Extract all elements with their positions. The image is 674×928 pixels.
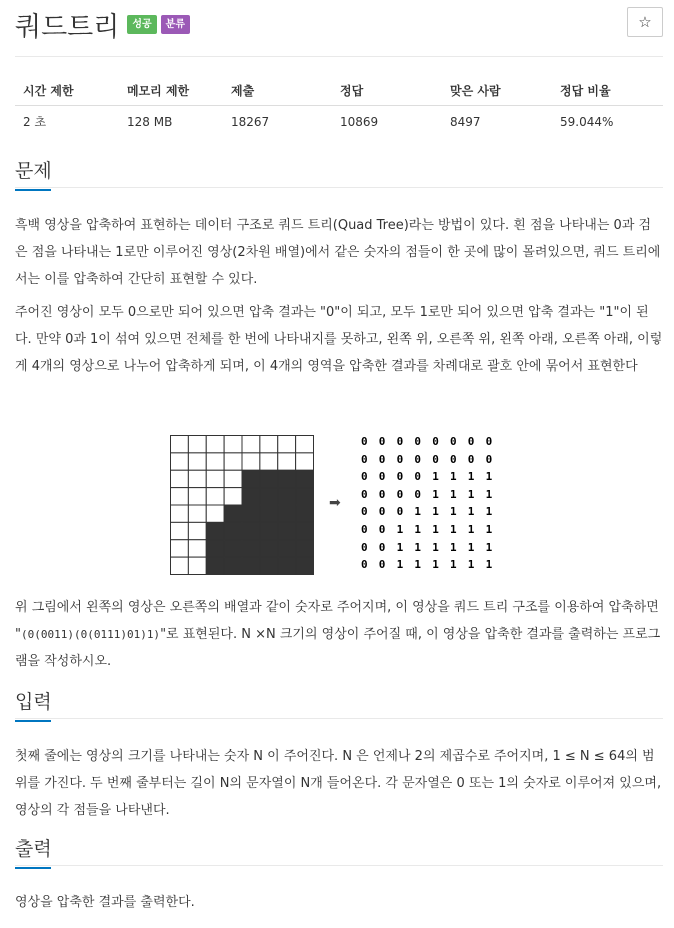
th-time-limit: 시간 제한 bbox=[15, 76, 119, 105]
pixel-cell bbox=[171, 470, 189, 487]
pixel-cell bbox=[278, 470, 296, 487]
matrix-row bbox=[361, 453, 503, 471]
output-description: 영상을 압축한 결과를 출력한다. bbox=[15, 895, 195, 910]
input-description: 첫째 줄에는 영상의 크기를 나타내는 숫자 N 이 주어진다. N 은 언제나 2의 제곱수로 주어지며, 1 ≤ N ≤ 64의 범위를 가진다. 두 번째 줄부터는 길이 N의 문자열이 N개 들어온다. 각 문자열은 0 또는 1의 숫자로 이루어져 있으며, 영상의 각 점들을 나타낸다. bbox=[15, 749, 662, 818]
td-solved-users: 8497 bbox=[450, 114, 481, 129]
matrix-row bbox=[361, 541, 503, 559]
pixel-cell bbox=[242, 557, 260, 574]
pixel-cell bbox=[188, 522, 206, 539]
pixel-cell bbox=[278, 453, 296, 470]
pixel-cell bbox=[242, 436, 260, 453]
section-input-label: 입력 bbox=[15, 691, 52, 713]
th-accept-rate: 정답 비율 bbox=[552, 76, 663, 105]
matrix-value: 1 bbox=[449, 558, 457, 572]
matrix-value: 1 bbox=[467, 505, 475, 519]
matrix-value: 1 bbox=[396, 540, 404, 554]
matrix-value: 0 bbox=[378, 470, 386, 484]
star-icon: ☆ bbox=[638, 13, 652, 31]
matrix-value: 0 bbox=[361, 558, 368, 572]
matrix-value: 0 bbox=[378, 487, 386, 501]
pixel-cell bbox=[188, 436, 206, 453]
quadtree-image-figure bbox=[170, 435, 314, 575]
section-divider bbox=[15, 718, 663, 719]
pixel-cell bbox=[224, 540, 242, 557]
matrix-value: 0 bbox=[378, 452, 386, 466]
pixel-cell bbox=[296, 436, 314, 453]
matrix-row bbox=[361, 470, 503, 488]
section-output-title bbox=[15, 834, 52, 861]
star-button[interactable] bbox=[627, 7, 663, 37]
pixel-cell bbox=[260, 453, 278, 470]
th-submissions: 제출 bbox=[223, 76, 332, 105]
problem-title-row bbox=[15, 6, 190, 42]
matrix-value: 0 bbox=[361, 487, 368, 501]
matrix-value: 0 bbox=[361, 452, 368, 466]
matrix-value: 0 bbox=[396, 470, 404, 484]
matrix-value: 1 bbox=[467, 540, 475, 554]
problem-title: 쿼드트리 bbox=[15, 11, 120, 43]
pixel-cell bbox=[278, 488, 296, 505]
pixel-cell bbox=[278, 522, 296, 539]
matrix-value: 1 bbox=[485, 540, 493, 554]
matrix-value: 0 bbox=[414, 452, 422, 466]
matrix-value: 0 bbox=[361, 505, 368, 519]
th-memory-limit: 메모리 제한 bbox=[119, 76, 223, 105]
matrix-value: 1 bbox=[467, 470, 475, 484]
pixel-cell bbox=[296, 453, 314, 470]
category-badge[interactable]: 분류 bbox=[161, 15, 190, 34]
td-accepted: 10869 bbox=[340, 114, 379, 129]
matrix-value: 1 bbox=[485, 505, 493, 519]
pixel-cell bbox=[260, 557, 278, 574]
pixel-cell bbox=[278, 540, 296, 557]
pixel-cell bbox=[260, 540, 278, 557]
matrix-value: 1 bbox=[449, 487, 457, 501]
matrix-value: 1 bbox=[432, 487, 439, 501]
pixel-cell bbox=[206, 522, 224, 539]
problem-info-table bbox=[15, 76, 663, 138]
matrix-value: 0 bbox=[432, 435, 439, 448]
pixel-cell bbox=[206, 505, 224, 522]
pixel-cell bbox=[278, 505, 296, 522]
matrix-value: 0 bbox=[378, 505, 386, 519]
section-divider bbox=[15, 865, 663, 866]
matrix-row bbox=[361, 435, 503, 453]
matrix-value: 1 bbox=[414, 540, 422, 554]
matrix-value: 1 bbox=[485, 522, 493, 536]
matrix-value: 0 bbox=[485, 435, 493, 448]
pixel-cell bbox=[242, 470, 260, 487]
section-divider bbox=[15, 187, 663, 188]
th-accepted: 정답 bbox=[332, 76, 442, 105]
matrix-value: 1 bbox=[432, 540, 439, 554]
pixel-cell bbox=[242, 488, 260, 505]
matrix-value: 1 bbox=[432, 522, 439, 536]
matrix-value: 0 bbox=[361, 522, 368, 536]
pixel-cell bbox=[206, 470, 224, 487]
pixel-cell bbox=[296, 557, 314, 574]
pixel-cell bbox=[260, 470, 278, 487]
matrix-value: 0 bbox=[396, 487, 404, 501]
description-p3-text-b: "로 표현된다. N ×N 크기의 영상이 주어질 때, 이 영상을 압축한 결과를 출력하는 프로그램을 작성하시오. bbox=[15, 627, 661, 669]
pixel-cell bbox=[224, 522, 242, 539]
matrix-value: 1 bbox=[485, 558, 493, 572]
pixel-cell bbox=[188, 470, 206, 487]
pixel-cell bbox=[296, 522, 314, 539]
section-description-title bbox=[15, 156, 52, 183]
description-paragraph-1: 흑백 영상을 압축하여 표현하는 데이터 구조로 쿼드 트리(Quad Tree)라는 방법이 있다. 흰 점을 나타내는 0과 검은 점을 나타내는 1로만 이루어진 영상(2차원 배열)에서 같은 숫자의 점들이 한 곳에 많이 몰려있으면, 쿼드 트리에서는 이를 압축하여 간단히 표현할 수 있다. bbox=[15, 218, 661, 287]
section-underline bbox=[15, 189, 51, 191]
matrix-value: 1 bbox=[432, 558, 439, 572]
pixel-cell bbox=[260, 522, 278, 539]
matrix-value: 0 bbox=[432, 452, 439, 466]
matrix-value: 0 bbox=[378, 558, 386, 572]
td-submissions: 18267 bbox=[231, 114, 270, 129]
pixel-cell bbox=[188, 453, 206, 470]
pixel-cell bbox=[296, 488, 314, 505]
pixel-cell bbox=[171, 540, 189, 557]
pixel-cell bbox=[171, 505, 189, 522]
section-underline bbox=[15, 720, 51, 722]
matrix-value: 1 bbox=[414, 558, 422, 572]
pixel-cell bbox=[206, 557, 224, 574]
pixel-cell bbox=[188, 505, 206, 522]
pixel-cell bbox=[296, 505, 314, 522]
pixel-cell bbox=[296, 470, 314, 487]
matrix-value: 0 bbox=[414, 435, 422, 448]
pixel-cell bbox=[242, 522, 260, 539]
matrix-value: 1 bbox=[432, 470, 439, 484]
pixel-cell bbox=[242, 540, 260, 557]
description-paragraph-2: 주어진 영상이 모두 0으로만 되어 있으면 압축 결과는 "0"이 되고, 모두 1로만 되어 있으면 압축 결과는 "1"이 된다. 만약 0과 1이 섞여 있으면 전체를 한 번에 나타내지를 못하고, 왼쪽 위, 오른쪽 위, 왼쪽 아래, 오른쪽 아래, 이렇게 4개의 영상으로 나누어 압축하게 되며, 이 4개의 영역을 압축한 결과를 차례대로 괄호 안에 묶어서 표현한다 bbox=[15, 305, 663, 374]
matrix-row bbox=[361, 523, 503, 541]
compressed-example-code: (0(0011)(0(0111)01)1) bbox=[20, 628, 161, 641]
th-solved-users: 맞은 사람 bbox=[442, 76, 552, 105]
pixel-cell bbox=[188, 557, 206, 574]
pixel-cell bbox=[224, 436, 242, 453]
matrix-value: 0 bbox=[396, 505, 404, 519]
section-description-label: 문제 bbox=[15, 160, 52, 182]
section-underline bbox=[15, 867, 51, 869]
matrix-value: 1 bbox=[449, 522, 457, 536]
matrix-value: 1 bbox=[467, 487, 475, 501]
pixel-cell bbox=[206, 540, 224, 557]
matrix-figure bbox=[361, 435, 503, 576]
matrix-value: 1 bbox=[449, 470, 457, 484]
title-divider bbox=[15, 56, 663, 57]
pixel-cell bbox=[188, 540, 206, 557]
pixel-cell bbox=[206, 453, 224, 470]
section-input-title bbox=[15, 687, 52, 714]
pixel-cell bbox=[278, 557, 296, 574]
pixel-cell bbox=[224, 453, 242, 470]
pixel-cell bbox=[278, 436, 296, 453]
pixel-cell bbox=[188, 488, 206, 505]
matrix-value: 1 bbox=[449, 505, 457, 519]
matrix-value: 0 bbox=[414, 470, 422, 484]
pixel-cell bbox=[224, 505, 242, 522]
pixel-cell bbox=[224, 557, 242, 574]
matrix-row bbox=[361, 488, 503, 506]
matrix-value: 0 bbox=[378, 522, 386, 536]
matrix-value: 0 bbox=[467, 452, 475, 466]
pixel-cell bbox=[206, 488, 224, 505]
matrix-row bbox=[361, 558, 503, 576]
matrix-value: 0 bbox=[378, 435, 386, 448]
matrix-value: 1 bbox=[485, 470, 493, 484]
pixel-cell bbox=[171, 453, 189, 470]
pixel-cell bbox=[171, 436, 189, 453]
matrix-row bbox=[361, 505, 503, 523]
matrix-value: 1 bbox=[467, 558, 475, 572]
matrix-value: 0 bbox=[449, 452, 457, 466]
pixel-cell bbox=[171, 522, 189, 539]
matrix-value: 1 bbox=[396, 522, 404, 536]
pixel-cell bbox=[242, 453, 260, 470]
description-paragraph-3 bbox=[15, 594, 663, 675]
pixel-cell bbox=[171, 557, 189, 574]
matrix-value: 0 bbox=[467, 435, 475, 448]
description-p3-text-a: 위 그림에서 왼쪽의 영상은 오른쪽의 배열과 같이 숫자로 주어지며, 이 영상을 쿼드 트리 구조를 이용하여 압축하면 " bbox=[15, 600, 659, 642]
td-time-limit: 2 초 bbox=[23, 115, 47, 130]
matrix-value: 1 bbox=[414, 505, 422, 519]
success-badge[interactable]: 성공 bbox=[127, 15, 156, 34]
matrix-value: 0 bbox=[361, 540, 368, 554]
pixel-cell bbox=[242, 505, 260, 522]
matrix-value: 0 bbox=[449, 435, 457, 448]
matrix-value: 0 bbox=[414, 487, 422, 501]
section-output-label: 출력 bbox=[15, 838, 52, 860]
matrix-value: 0 bbox=[396, 452, 404, 466]
pixel-cell bbox=[260, 488, 278, 505]
matrix-value: 1 bbox=[449, 540, 457, 554]
matrix-value: 0 bbox=[361, 435, 368, 448]
right-arrow-icon: ➡ bbox=[329, 495, 341, 511]
pixel-cell bbox=[260, 505, 278, 522]
matrix-value: 0 bbox=[396, 435, 404, 448]
matrix-value: 1 bbox=[396, 558, 404, 572]
pixel-cell bbox=[224, 488, 242, 505]
pixel-cell bbox=[260, 436, 278, 453]
matrix-value: 0 bbox=[485, 452, 493, 466]
matrix-value: 1 bbox=[432, 505, 439, 519]
pixel-cell bbox=[224, 470, 242, 487]
table-header-row bbox=[15, 76, 663, 105]
pixel-cell bbox=[171, 488, 189, 505]
matrix-value: 1 bbox=[485, 487, 493, 501]
matrix-value: 1 bbox=[467, 522, 475, 536]
pixel-cell bbox=[206, 436, 224, 453]
matrix-value: 0 bbox=[378, 540, 386, 554]
table-row bbox=[15, 105, 663, 138]
matrix-value: 1 bbox=[414, 522, 422, 536]
matrix-value: 0 bbox=[361, 470, 368, 484]
td-memory-limit: 128 MB bbox=[127, 114, 173, 129]
td-accept-rate: 59.044% bbox=[560, 114, 614, 129]
pixel-cell bbox=[296, 540, 314, 557]
